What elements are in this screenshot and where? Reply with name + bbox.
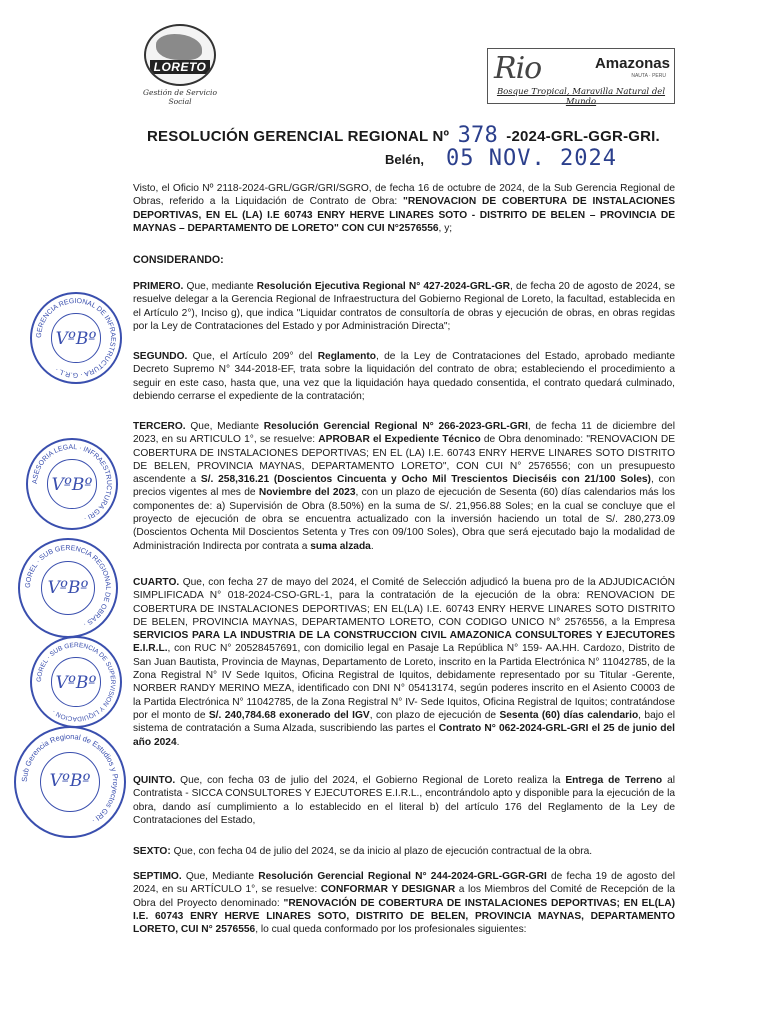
- cuarto-text-4: , bajo el sistema de contratación a Suma Alzada, suscribiendo las partes el: [133, 709, 675, 735]
- cuarto-text: Que, con fecha 27 de mayo del 2024, el Comité de Selección adjudicó la buena pro de la ADJUDICACIÓN SIMPLIFICADA N° 018-2024-CSO-GRL-1, para la contratación de la ejecución de la obra: RENOVACION DE COBERTURA DE INSTALACIONES DEPORTIVAS; EN EL(LA) I.E. 60743 ENRY HERVE LINARES SOTO DISTRITO DE BELEN, PROVINCIA MAYNAS, DEPARTAMENTO LORETO, CON CODIGO UNICO N° 2576556, a la Empresa: [133, 577, 675, 628]
- cuarto-text-5: .: [176, 736, 180, 748]
- tercero-suma-alzada: suma alzada: [310, 540, 371, 552]
- visto-project-name: "RENOVACION DE COBERTURA DE INSTALACIONES DEPORTIVAS, EN EL (LA) I.E 60743 ENRY HERVE LINARES SOTO - DISTRITO DE BELEN – PROVINCIA DE MAYNAS – DEPARTAMENTO DE LORETO" CON CUI N°2576556: [133, 196, 675, 234]
- quinto-text: Que, con fecha 03 de julio del 2024, el Gobierno Regional de Loreto realiza la: [175, 775, 566, 786]
- quinto-text-2: al Contratista - SICCA CONSULTORES Y EJECUTORES E.I.R.L., encontrándolo apto y disponible para la ejecución de la obra, dando así cumplimiento a lo establecido en el literal b) del artículo 176 del Reglamento de la Ley de Contrataciones del Estado,: [133, 775, 675, 826]
- primero-resolution-ref: Resolución Ejecutiva Regional N° 427-2024-GRL-GR: [256, 281, 511, 292]
- seal-estudios-proyectos: [14, 726, 126, 838]
- cuarto-label: CUARTO.: [133, 577, 180, 588]
- cuarto-text-2: , con RUC N° 20528457691, con domicilio legal en Pasaje La República N° 159- AA.HH. Cardozo, Distrito de San Juan Bautista, Provincia de Maynas, Departamento de Loreto, inscrito en la Partida Electrónica N° 11042785, de la Zona Registral N° IV Sede Iquitos, Oficina Registral de Iquitos, debidamente representado por su Titular -Gerente, NORBER RANDY MERINO MEZA, identificado con DNI N° 05413174, según poderes inscrito en el Asiento C0003 de la Partida Electrónica N° 11042785, de la Zona Registral N° IV- Sede Iquitos, Oficina Registral de Iquitos; contratándose por el monto de: [133, 643, 675, 721]
- resolution-title: [147, 122, 747, 147]
- resolution-number: 378: [457, 123, 498, 148]
- amazonas-brand-text: Amazonas: [594, 55, 670, 72]
- tercero-aprobar: APROBAR el Expediente Técnico: [318, 434, 481, 446]
- visto-paragraph: [133, 182, 675, 235]
- sexto-text: Que, con fecha 04 de julio del 2024, se da inicio al plazo de ejecución contractual de la obra.: [170, 846, 593, 857]
- seal-vobo: VºBº: [51, 475, 93, 496]
- date-stamp: 05 NOV. 2024: [446, 146, 617, 171]
- cuarto-contrato: Contrato N° 062-2024-GRL-GRI el 25 de junio del año 2024: [133, 723, 675, 748]
- septimo-resolution-ref: Resolución Gerencial Regional N° 244-2024-GRL-GGR-GRI: [258, 871, 547, 882]
- primero-text: Que, mediante: [183, 281, 257, 292]
- svg-text:GOREL · SUB GERENCIA REGIONAL: GOREL · SUB GERENCIA REGIONAL DE OBRAS ·: [24, 544, 112, 628]
- loreto-logo-tagline: Gestión de Servicio Social: [143, 88, 217, 106]
- region-map-icon: [156, 34, 202, 60]
- tercero-label: TERCERO.: [133, 421, 186, 432]
- septimo-conformar: CONFORMAR Y DESIGNAR: [320, 884, 456, 896]
- segundo-reglamento: Reglamento: [317, 351, 376, 362]
- cuarto-plazo: Sesenta (60) días calendario: [499, 709, 639, 721]
- considerando-heading: CONSIDERANDO:: [133, 254, 224, 266]
- title-prefix: RESOLUCIÓN GERENCIAL REGIONAL Nº: [147, 128, 450, 145]
- septimo-text-4: , lo cual queda conformado por los profesionales siguientes:: [255, 924, 527, 936]
- visto-text: Visto, el Oficio Nº 2118-2024-GRL/GGR/GRI/SGRO, de fecha 16 de octubre de 2024, de la Sub Gerencia Regional de Obras, referido a la Liquidación de Contrato de Obra:: [133, 183, 675, 208]
- cuarto-amount: S/. 240,784.68 exonerado del IGV: [208, 709, 370, 721]
- septimo-text: Que, Mediante: [181, 871, 259, 882]
- tercero-text-2: , de fecha 11 de diciembre del 2023, en su ARTICULO 1°, se resuelve:: [133, 421, 675, 446]
- tercero-text-5: , con un plazo de ejecución de Sesenta (60) días calendarios más los componentes de: a) Supervisión de Obra (8.50%) en la suma de S/. 21,956.88 Soles; en la cual se concluye que el proyecto de ejecución de obra se encuentra actualizado con la inversión haciendo un total de S/. 280,273.09 (Doscientos Ochenta Mil Doscientos Setenta y Tres con 09/100 Soles), Obra que será ejecutado bajo la modalidad de Administración Indirecta por contrata a: [133, 487, 675, 552]
- primero-label: PRIMERO.: [133, 281, 184, 292]
- title-suffix: -2024-GRL-GGR-GRI.: [506, 128, 660, 145]
- primero-paragraph: [133, 280, 675, 333]
- cuarto-paragraph: [133, 576, 675, 749]
- tercero-month: Noviembre del 2023: [258, 487, 356, 499]
- svg-text:ASESORIA LEGAL · INFRAESTRUCTU: ASESORIA LEGAL · INFRAESTRUCTURA GRI ·: [31, 443, 113, 522]
- cuarto-text-3: , con plazo de ejecución de: [369, 709, 500, 721]
- segundo-paragraph: [133, 350, 675, 403]
- rio-amazonas-logo: [487, 48, 675, 107]
- visto-text-end: , y;: [438, 222, 453, 234]
- amazonas-tagline: Bosque Tropical, Maravilla Natural del Mundo: [496, 87, 666, 107]
- seal-sub-gerencia-obras: [18, 538, 118, 638]
- seal-vobo: VºBº: [47, 578, 89, 599]
- seal-vobo: VºBº: [55, 329, 97, 350]
- sexto-label: SEXTO:: [133, 846, 171, 857]
- rio-script-text: Rio: [494, 51, 542, 86]
- seal-vobo: VºBº: [55, 673, 97, 694]
- cuarto-company: SERVICIOS PARA LA INDUSTRIA DE LA CONSTRUCCION CIVIL AMAZONICA CONSULTORES Y EJECUTORES E.I.R.L.: [133, 630, 675, 655]
- septimo-project: "RENOVACIÓN DE COBERTURA DE INSTALACIONES DEPORTIVAS; EN EL(LA) I.E. 60743 ENRY HERVE LINARES SOTO, DISTRITO DE BELEN, PROVINCIA MAYNAS, DEPARTAMENTO LORETO, CUI N° 2576556: [133, 897, 675, 936]
- segundo-text: Que, el Artículo 209° del: [187, 351, 318, 362]
- quinto-entrega: Entrega de Terreno: [565, 775, 663, 786]
- septimo-paragraph: [133, 870, 675, 936]
- septimo-text-2: de fecha 19 de agosto del 2024, en su ARTÍCULO 1°, se resuelve:: [133, 871, 675, 896]
- loreto-logo: [132, 22, 228, 106]
- svg-text:Sub Gerencia Regional de Estud: Sub Gerencia Regional de Estudios y Proyectos GRI ·: [19, 731, 121, 826]
- tercero-resolution-ref: Resolución Gerencial Regional N° 266-2023-GRL-GRI: [263, 421, 528, 432]
- loreto-emblem: [144, 24, 216, 86]
- quinto-paragraph: [133, 774, 675, 827]
- tercero-budget: S/. 258,316.21 (Doscientos Cincuenta y Ocho Mil Trescientos Dieciséis con 21/100 Soles): [200, 474, 651, 486]
- seal-supervision: [30, 636, 122, 728]
- segundo-text-2: , de la Ley de Contrataciones del Estado, aprobado mediante Decreto Supremo N° 344-2018-EF, trata sobre la liquidación del contrato de obra; estableciendo el procedimiento a seguir en este caso, hasta que, una vez que la liquidación haya quedado consentida, el contrato quedará culminado, debiendo cerrarse el expediente de la contratación;: [133, 351, 675, 402]
- amazonas-brand-subtext: NAUTA · PERU: [631, 73, 666, 79]
- place-label: Belén,: [385, 152, 425, 167]
- tercero-text-4: , con precios vigentes al mes de: [133, 474, 675, 499]
- svg-text:GOREL · SUB GERENCIA DE SUPERV: GOREL · SUB GERENCIA DE SUPERVISION Y LIQUIDACION ·: [35, 641, 117, 723]
- sexto-paragraph: [133, 845, 675, 858]
- svg-text:GERENCIA REGIONAL DE INFRAESTR: GERENCIA REGIONAL DE INFRAESTRUCTURA · G.R.L ·: [35, 297, 117, 379]
- septimo-label: SEPTIMO.: [133, 871, 182, 882]
- loreto-logo-name: LORETO: [150, 60, 210, 74]
- seal-infraestructura: [30, 292, 122, 384]
- tercero-paragraph: [133, 420, 675, 553]
- seal-asesoria-legal: [26, 438, 118, 530]
- tercero-text-3: de Obra denominado: "RENOVACION DE COBERTURA DE INSTALACIONES DEPORTIVAS; EN EL (LA) I.E. 60743 ENRY HERVE LINARES SOTO DISTRITO DE BELEN, PROVINCIA MAYNAS, DEPARTAMENTO LORETO", CON CUI N° 2576556; con un presupuesto ascendente a: [133, 434, 676, 486]
- quinto-label: QUINTO.: [133, 775, 176, 786]
- septimo-text-3: a los Miembros del Comité de Recepción de la Obra del Proyecto denominado:: [133, 884, 675, 909]
- seal-vobo: VºBº: [49, 771, 91, 792]
- segundo-label: SEGUNDO.: [133, 351, 188, 362]
- primero-text-2: , de fecha 20 de agosto de 2024, se resuelve delegar a la Gerencia Regional de Infraestructura del Gobierno Regional de Loreto, la facultad, establecida en el Artículo 2°), Inciso g), que indica "Liquidar contratos de consultoría de obras y ejecución de obras, en obras regidas por la Ley de Contrataciones del Estado y por Administración Directa";: [133, 281, 675, 332]
- tercero-text: Que, Mediante: [185, 421, 264, 432]
- tercero-text-6: .: [370, 540, 374, 552]
